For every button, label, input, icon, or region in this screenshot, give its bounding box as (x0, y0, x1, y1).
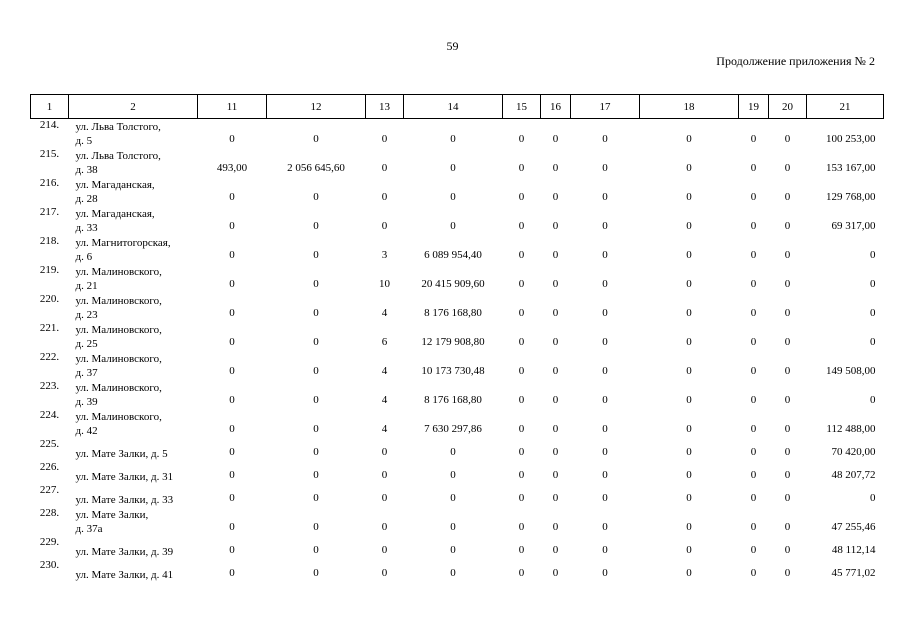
cell-col-14: 0 (450, 566, 456, 579)
cell-col-16: 0 (552, 422, 559, 435)
row-number: 220. (39, 292, 60, 305)
row-number: 227. (39, 483, 60, 496)
table-row (31, 235, 884, 264)
cell-col-17: 0 (602, 520, 608, 533)
address-line-1: ул. Мате Залки, д. 31 (75, 470, 174, 483)
cell-col-11: 0 (229, 520, 235, 533)
address-line-1: ул. Малиновского, (75, 352, 162, 365)
cell-col-17: 0 (602, 393, 608, 406)
cell-col-19: 0 (750, 566, 757, 579)
cell-col-16: 0 (552, 468, 559, 481)
cell-col-12: 0 (313, 520, 319, 533)
address-line-2: д. 5 (75, 134, 93, 147)
cell-col-18: 0 (686, 219, 692, 232)
address-cell (69, 438, 198, 461)
cell-col-15: 0 (518, 393, 525, 406)
address-cell (69, 206, 198, 235)
cell-col-13: 0 (381, 132, 388, 145)
cell-col-11: 0 (229, 468, 235, 481)
cell-col-13: 0 (381, 520, 388, 533)
row-number: 216. (39, 176, 60, 189)
cell-col-12: 0 (313, 468, 319, 481)
row-number: 223. (39, 379, 60, 392)
cell-col-14: 10 173 730,48 (421, 364, 485, 377)
cell-col-16: 0 (552, 491, 559, 504)
cell-col-19: 0 (750, 543, 757, 556)
cell-col-14: 0 (450, 445, 456, 458)
cell-col-15: 0 (518, 566, 525, 579)
cell-col-12: 0 (313, 335, 319, 348)
row-number: 221. (39, 321, 60, 334)
cell-col-18: 0 (686, 393, 692, 406)
table-row (31, 536, 884, 559)
cell-col-11: 0 (229, 335, 235, 348)
row-number: 224. (39, 408, 60, 421)
cell-col-18: 0 (686, 335, 692, 348)
table-row (31, 206, 884, 235)
cell-col-16: 0 (552, 219, 559, 232)
table-body (31, 119, 884, 582)
cell-col-13: 4 (381, 306, 388, 319)
address-line-2: д. 28 (75, 192, 98, 205)
cell-col-16: 0 (552, 543, 559, 556)
cell-col-15: 0 (518, 445, 525, 458)
cell-col-12: 2 056 645,60 (287, 161, 345, 174)
cell-col-17: 0 (602, 190, 608, 203)
cell-col-21: 48 112,14 (831, 543, 876, 556)
cell-col-20: 0 (784, 566, 791, 579)
cell-col-19: 0 (750, 219, 757, 232)
row-number: 229. (39, 535, 60, 548)
cell-col-16: 0 (552, 445, 559, 458)
row-number: 225. (39, 437, 60, 450)
cell-col-19: 0 (750, 468, 757, 481)
column-header: 19 (739, 95, 769, 119)
cell-col-15: 0 (518, 491, 525, 504)
cell-col-20: 0 (784, 219, 791, 232)
row-number: 230. (39, 558, 60, 571)
table-row (31, 438, 884, 461)
cell-col-13: 4 (381, 422, 388, 435)
cell-col-20: 0 (784, 161, 791, 174)
column-header: 14 (404, 95, 503, 119)
cell-col-11: 493,00 (216, 161, 248, 174)
cell-col-11: 0 (229, 393, 235, 406)
address-line-2: д. 33 (75, 221, 98, 234)
header-row (31, 95, 884, 119)
address-line-2: д. 21 (75, 279, 98, 292)
cell-col-17: 0 (602, 132, 608, 145)
cell-col-20: 0 (784, 335, 791, 348)
cell-col-18: 0 (686, 277, 692, 290)
table-row (31, 148, 884, 177)
cell-col-18: 0 (686, 566, 692, 579)
appendix-continuation-note: Продолжение приложения № 2 (716, 54, 875, 68)
address-line-2: д. 37 (75, 366, 98, 379)
cell-col-16: 0 (552, 248, 559, 261)
cell-col-18: 0 (686, 543, 692, 556)
cell-col-20: 0 (784, 132, 791, 145)
table-row (31, 177, 884, 206)
cell-col-20: 0 (784, 306, 791, 319)
row-number: 228. (39, 506, 60, 519)
cell-col-20: 0 (784, 445, 791, 458)
address-cell (69, 322, 198, 351)
cell-col-14: 0 (450, 520, 456, 533)
cell-col-13: 4 (381, 393, 388, 406)
address-line-1: ул. Малиновского, (75, 381, 162, 394)
address-line-1: ул. Малиновского, (75, 294, 162, 307)
cell-col-14: 7 630 297,86 (424, 422, 482, 435)
cell-col-20: 0 (784, 422, 791, 435)
cell-col-20: 0 (784, 277, 791, 290)
cell-col-13: 0 (381, 219, 388, 232)
cell-col-14: 12 179 908,80 (421, 335, 485, 348)
data-table (30, 94, 884, 582)
cell-col-15: 0 (518, 364, 525, 377)
address-cell (69, 293, 198, 322)
cell-col-16: 0 (552, 277, 559, 290)
cell-col-14: 0 (450, 543, 456, 556)
cell-col-18: 0 (686, 520, 692, 533)
address-cell (69, 559, 198, 582)
table-row (31, 322, 884, 351)
cell-col-11: 0 (229, 306, 235, 319)
address-line-1: ул. Малиновского, (75, 323, 162, 336)
cell-col-11: 0 (229, 566, 235, 579)
cell-col-21: 0 (870, 248, 876, 261)
cell-col-12: 0 (313, 248, 319, 261)
cell-col-15: 0 (518, 277, 525, 290)
column-header: 17 (571, 95, 640, 119)
cell-col-14: 0 (450, 161, 456, 174)
cell-col-21: 0 (870, 393, 876, 406)
cell-col-15: 0 (518, 306, 525, 319)
column-header: 2 (69, 95, 198, 119)
cell-col-13: 0 (381, 543, 388, 556)
cell-col-18: 0 (686, 248, 692, 261)
column-header: 16 (541, 95, 571, 119)
cell-col-14: 0 (450, 219, 456, 232)
cell-col-11: 0 (229, 277, 235, 290)
address-line-2: д. 37а (75, 522, 103, 535)
column-header: 13 (366, 95, 404, 119)
column-header: 12 (267, 95, 366, 119)
address-cell (69, 536, 198, 559)
page-number: 59 (446, 39, 459, 53)
cell-col-21: 149 508,00 (826, 364, 876, 377)
cell-col-18: 0 (686, 491, 692, 504)
address-line-2: д. 39 (75, 395, 98, 408)
cell-col-15: 0 (518, 161, 525, 174)
cell-col-12: 0 (313, 445, 319, 458)
column-header: 18 (640, 95, 739, 119)
cell-col-21: 48 207,72 (831, 468, 876, 481)
cell-col-19: 0 (750, 248, 757, 261)
cell-col-13: 0 (381, 190, 388, 203)
cell-col-17: 0 (602, 277, 608, 290)
address-cell (69, 409, 198, 438)
table-row (31, 264, 884, 293)
table-row (31, 380, 884, 409)
cell-col-19: 0 (750, 445, 757, 458)
address-line-1: ул. Льва Толстого, (75, 120, 161, 133)
cell-col-14: 0 (450, 190, 456, 203)
address-line-2: д. 42 (75, 424, 98, 437)
cell-col-15: 0 (518, 520, 525, 533)
cell-col-12: 0 (313, 566, 319, 579)
cell-col-11: 0 (229, 190, 235, 203)
cell-col-12: 0 (313, 364, 319, 377)
cell-col-16: 0 (552, 393, 559, 406)
address-line-1: ул. Магаданская, (75, 178, 155, 191)
cell-col-11: 0 (229, 543, 235, 556)
cell-col-13: 6 (381, 335, 388, 348)
cell-col-20: 0 (784, 364, 791, 377)
address-line-1: ул. Мате Залки, д. 41 (75, 568, 174, 581)
cell-col-18: 0 (686, 306, 692, 319)
cell-col-20: 0 (784, 520, 791, 533)
cell-col-20: 0 (784, 393, 791, 406)
address-cell (69, 351, 198, 380)
cell-col-21: 112 488,00 (826, 422, 876, 435)
table-row (31, 507, 884, 536)
cell-col-19: 0 (750, 132, 757, 145)
cell-col-17: 0 (602, 335, 608, 348)
address-cell (69, 484, 198, 507)
cell-col-12: 0 (313, 306, 319, 319)
table-row (31, 409, 884, 438)
row-number: 226. (39, 460, 60, 473)
cell-col-13: 0 (381, 161, 388, 174)
address-line-1: ул. Льва Толстого, (75, 149, 161, 162)
cell-col-15: 0 (518, 335, 525, 348)
address-line-1: ул. Мате Залки, д. 5 (75, 447, 168, 460)
cell-col-14: 8 176 168,80 (424, 306, 482, 319)
cell-col-12: 0 (313, 132, 319, 145)
cell-col-18: 0 (686, 190, 692, 203)
table-row (31, 119, 884, 148)
cell-col-16: 0 (552, 132, 559, 145)
table-row (31, 351, 884, 380)
cell-col-13: 4 (381, 364, 388, 377)
cell-col-16: 0 (552, 335, 559, 348)
cell-col-17: 0 (602, 543, 608, 556)
row-number: 222. (39, 350, 60, 363)
cell-col-11: 0 (229, 491, 235, 504)
address-line-2: д. 38 (75, 163, 98, 176)
cell-col-16: 0 (552, 306, 559, 319)
address-line-2: д. 25 (75, 337, 98, 350)
cell-col-21: 0 (870, 491, 876, 504)
cell-col-19: 0 (750, 306, 757, 319)
cell-col-11: 0 (229, 248, 235, 261)
cell-col-15: 0 (518, 190, 525, 203)
cell-col-19: 0 (750, 491, 757, 504)
cell-col-18: 0 (686, 161, 692, 174)
row-number: 218. (39, 234, 60, 247)
cell-col-18: 0 (686, 364, 692, 377)
cell-col-20: 0 (784, 248, 791, 261)
cell-col-17: 0 (602, 248, 608, 261)
address-line-1: ул. Мате Залки, (75, 508, 149, 521)
cell-col-14: 20 415 909,60 (421, 277, 485, 290)
column-header: 20 (769, 95, 807, 119)
row-number: 214. (39, 119, 60, 131)
cell-col-20: 0 (784, 468, 791, 481)
cell-col-14: 0 (450, 132, 456, 145)
cell-col-11: 0 (229, 219, 235, 232)
cell-col-21: 0 (870, 277, 876, 290)
cell-col-17: 0 (602, 491, 608, 504)
cell-col-17: 0 (602, 161, 608, 174)
cell-col-14: 6 089 954,40 (424, 248, 482, 261)
address-cell (69, 148, 198, 177)
row-number: 219. (39, 263, 60, 276)
cell-col-14: 0 (450, 468, 456, 481)
cell-col-19: 0 (750, 520, 757, 533)
cell-col-21: 45 771,02 (831, 566, 876, 579)
cell-col-16: 0 (552, 190, 559, 203)
column-header: 21 (807, 95, 884, 119)
address-line-2: д. 23 (75, 308, 98, 321)
table-row (31, 461, 884, 484)
cell-col-21: 100 253,00 (826, 132, 876, 145)
cell-col-18: 0 (686, 445, 692, 458)
column-header: 15 (503, 95, 541, 119)
cell-col-17: 0 (602, 306, 608, 319)
cell-col-14: 8 176 168,80 (424, 393, 482, 406)
address-line-1: ул. Малиновского, (75, 265, 162, 278)
cell-col-12: 0 (313, 190, 319, 203)
address-line-1: ул. Мате Залки, д. 39 (75, 545, 174, 558)
cell-col-19: 0 (750, 277, 757, 290)
cell-col-12: 0 (313, 422, 319, 435)
cell-col-12: 0 (313, 219, 319, 232)
cell-col-13: 0 (381, 491, 388, 504)
cell-col-16: 0 (552, 161, 559, 174)
cell-col-16: 0 (552, 520, 559, 533)
cell-col-11: 0 (229, 364, 235, 377)
cell-col-18: 0 (686, 132, 692, 145)
column-header: 1 (31, 95, 69, 119)
address-cell (69, 264, 198, 293)
cell-col-16: 0 (552, 566, 559, 579)
cell-col-14: 0 (450, 491, 456, 504)
address-cell (69, 507, 198, 536)
cell-col-13: 10 (379, 277, 390, 290)
cell-col-13: 0 (381, 566, 388, 579)
cell-col-17: 0 (602, 364, 608, 377)
cell-col-15: 0 (518, 422, 525, 435)
cell-col-12: 0 (313, 543, 319, 556)
cell-col-15: 0 (518, 543, 525, 556)
cell-col-19: 0 (750, 161, 757, 174)
cell-col-21: 153 167,00 (826, 161, 876, 174)
cell-col-21: 129 768,00 (826, 190, 876, 203)
cell-col-17: 0 (602, 468, 608, 481)
cell-col-15: 0 (518, 132, 525, 145)
cell-col-21: 70 420,00 (831, 445, 876, 458)
cell-col-11: 0 (229, 132, 235, 145)
cell-col-17: 0 (602, 219, 608, 232)
cell-col-21: 0 (870, 306, 876, 319)
cell-col-21: 69 317,00 (831, 219, 876, 232)
cell-col-15: 0 (518, 468, 525, 481)
address-cell (69, 461, 198, 484)
cell-col-11: 0 (229, 445, 235, 458)
cell-col-18: 0 (686, 422, 692, 435)
address-line-1: ул. Малиновского, (75, 410, 162, 423)
cell-col-19: 0 (750, 335, 757, 348)
cell-col-21: 47 255,46 (831, 520, 876, 533)
row-number: 215. (39, 147, 60, 160)
row-number: 217. (39, 205, 60, 218)
cell-col-13: 0 (381, 468, 388, 481)
cell-col-13: 0 (381, 445, 388, 458)
address-cell (69, 119, 198, 148)
cell-col-17: 0 (602, 422, 608, 435)
table-row (31, 484, 884, 507)
cell-col-19: 0 (750, 190, 757, 203)
cell-col-18: 0 (686, 468, 692, 481)
column-header: 11 (198, 95, 267, 119)
cell-col-20: 0 (784, 543, 791, 556)
cell-col-17: 0 (602, 445, 608, 458)
address-cell (69, 380, 198, 409)
cell-col-19: 0 (750, 393, 757, 406)
address-line-1: ул. Мате Залки, д. 33 (75, 493, 174, 506)
cell-col-11: 0 (229, 422, 235, 435)
cell-col-16: 0 (552, 364, 559, 377)
cell-col-15: 0 (518, 248, 525, 261)
cell-col-19: 0 (750, 422, 757, 435)
cell-col-15: 0 (518, 219, 525, 232)
address-line-1: ул. Магнитогорская, (75, 236, 171, 249)
address-cell (69, 235, 198, 264)
cell-col-12: 0 (313, 393, 319, 406)
cell-col-20: 0 (784, 190, 791, 203)
cell-col-13: 3 (381, 248, 388, 261)
cell-col-20: 0 (784, 491, 791, 504)
table-row (31, 559, 884, 582)
cell-col-12: 0 (313, 491, 319, 504)
cell-col-12: 0 (313, 277, 319, 290)
table-row (31, 293, 884, 322)
cell-col-21: 0 (870, 335, 876, 348)
cell-col-19: 0 (750, 364, 757, 377)
address-line-1: ул. Магаданская, (75, 207, 155, 220)
cell-col-17: 0 (602, 566, 608, 579)
address-line-2: д. 6 (75, 250, 93, 263)
address-cell (69, 177, 198, 206)
